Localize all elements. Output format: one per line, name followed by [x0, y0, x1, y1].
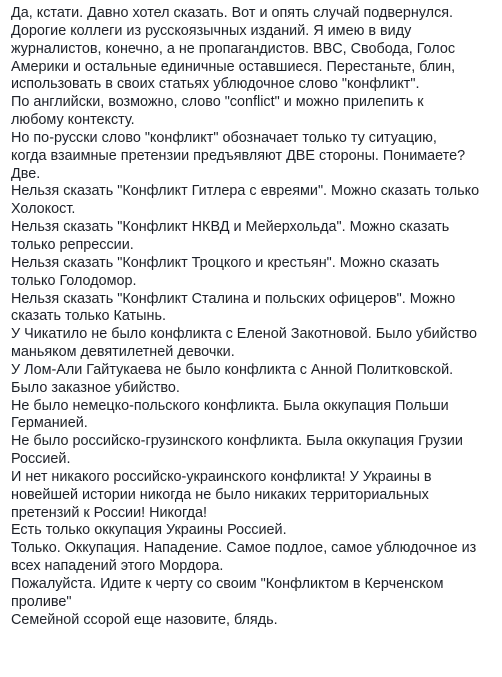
post-text-line: только репрессии.	[11, 236, 134, 253]
post-text-line: Дорогие коллеги из русскоязычных изданий. Я имею в виду	[11, 22, 412, 39]
post-text-line: Нельзя сказать "Конфликт Троцкого и крестьян". Можно сказать	[11, 254, 440, 271]
post-text-line: Германией.	[11, 415, 88, 432]
post-text-line: Россией.	[11, 451, 71, 468]
post-text-line: маньяком девятилетней девочки.	[11, 344, 235, 361]
post-text-line: сказать только Катынь.	[11, 308, 166, 325]
post-text-line: использовать в своих статьях ублюдочное слово "конфликт".	[11, 76, 420, 93]
post-text-line: Холокост.	[11, 201, 76, 218]
post-text	[11, 5, 498, 630]
post-text-line: любому контексту.	[11, 112, 135, 129]
post-text-line: всех нападений этого Мордора.	[11, 558, 224, 575]
post-text-line: Америки и остальные единичные оставшиеся. Перестаньте, блин,	[11, 58, 456, 75]
post-text-line: Только. Оккупация. Нападение. Самое подлое, самое ублюдочное из	[11, 540, 477, 557]
post-text-line: Нельзя сказать "Конфликт Сталина и польских офицеров". Можно	[11, 290, 456, 307]
post-text-line: У Чикатило не было конфликта с Еленой Закотновой. Было убийство	[11, 326, 477, 343]
post-text-line: Было заказное убийство.	[11, 379, 180, 396]
post-text-line: У Лом-Али Гайтукаева не было конфликта с Анной Политковской.	[11, 361, 454, 378]
post-text-line: Есть только оккупация Украины Россией.	[11, 522, 287, 539]
post-text-line: И нет никакого российско-украинского конфликта! У Украины в	[11, 468, 432, 485]
post-text-line: проливе"	[11, 593, 72, 610]
post-text-line: Пожалуйста. Идите к черту со своим "Конфликтом в Керченском	[11, 576, 444, 592]
post-text-line: новейшей истории никогда не было никаких территориальных	[11, 486, 429, 503]
post-text-line: Семейной ссорой еще назовите, блядь.	[11, 611, 278, 628]
post-text-line: когда взаимные претензии предъявляют ДВЕ стороны. Понимаете?	[11, 147, 466, 164]
post-text-line: Две.	[11, 165, 41, 182]
post-text-line: Нельзя сказать "Конфликт Гитлера с евреями". Можно сказать только	[11, 183, 480, 200]
post-text-line: Нельзя сказать "Конфликт НКВД и Мейерхольда". Можно сказать	[11, 219, 450, 236]
post-text-line: По английски, возможно, слово "conflict" и можно прилепить к	[11, 94, 424, 111]
post-text-line: Не было немецко-польского конфликта. Была оккупация Польши	[11, 397, 449, 414]
post-text-line: претензий к России! Никогда!	[11, 504, 207, 521]
post-text-line: Да, кстати. Давно хотел сказать. Вот и опять случай подвернулся.	[11, 5, 454, 21]
post-text-line: Не было российско-грузинского конфликта. Была оккупация Грузии	[11, 433, 463, 450]
post-text-line: журналистов, конечно, а не пропагандистов. BBC, Свобода, Голос	[11, 40, 456, 57]
post-text-line: только Голодомор.	[11, 272, 137, 289]
post-text-line: Но по-русски слово "конфликт" обозначает только ту ситуацию,	[11, 129, 437, 146]
